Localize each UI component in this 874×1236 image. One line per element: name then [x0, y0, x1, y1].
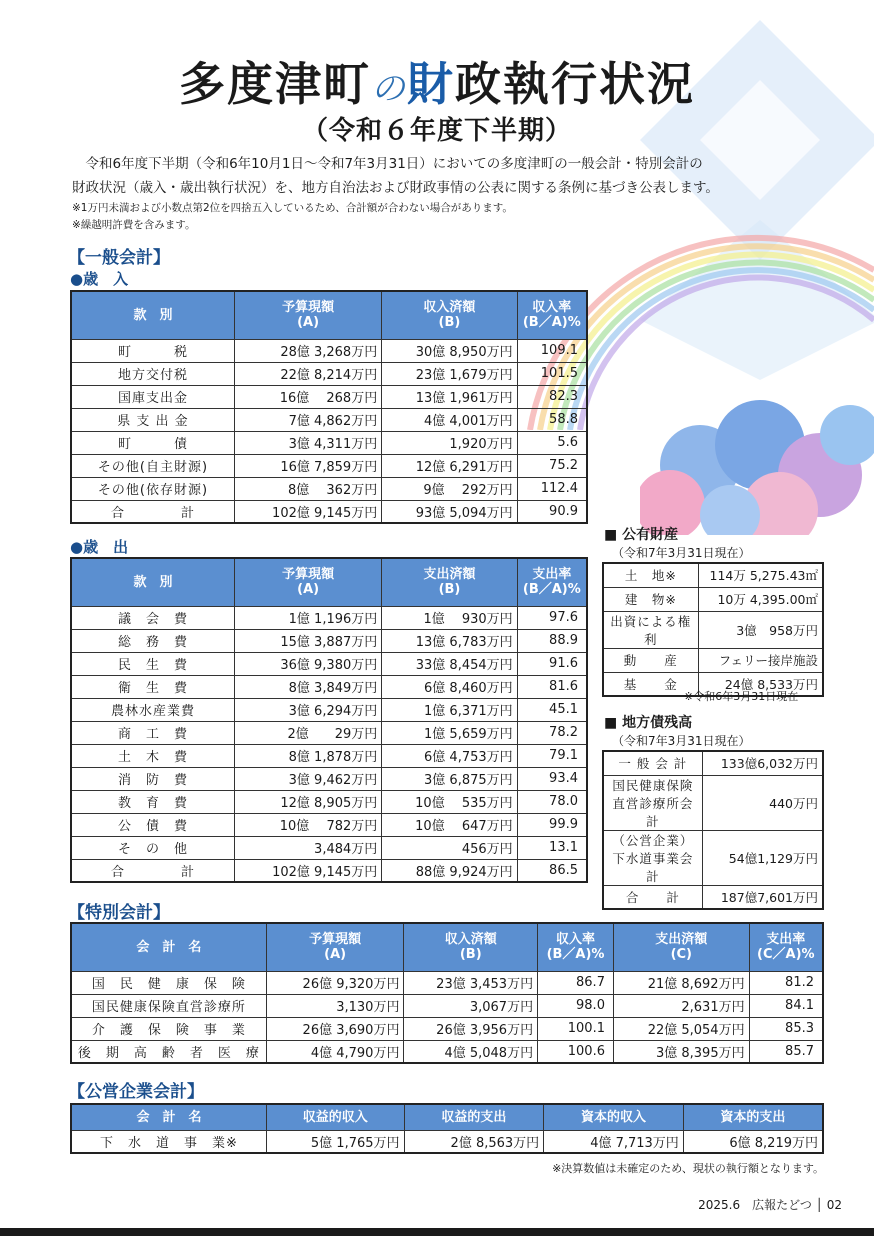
expenditure-row-cell: 農林水産業費 — [71, 698, 234, 721]
title-no: の — [371, 69, 407, 109]
revenue-row-cell: 109.1 — [517, 339, 587, 362]
special-account-header: 収入済額 (B) — [404, 923, 538, 971]
debt-row — [603, 775, 823, 830]
public-enterprise-header: 収益的支出 — [404, 1104, 544, 1130]
revenue-row — [71, 408, 587, 431]
expenditure-row — [71, 767, 587, 790]
expenditure-row-cell: 99.9 — [517, 813, 587, 836]
special-account-row — [71, 1017, 823, 1040]
public-enterprise-row-cell: 下 水 道 事 業※ — [71, 1130, 266, 1153]
expenditure-row-cell: 8億 1,878万円 — [234, 744, 381, 767]
intro-text — [72, 152, 792, 200]
expenditure-row-cell: 78.2 — [517, 721, 587, 744]
revenue-row-cell: 16億 268万円 — [234, 385, 381, 408]
revenue-row-cell: 7億 4,862万円 — [234, 408, 381, 431]
expenditure-row-cell: 10億 647万円 — [382, 813, 517, 836]
special-account-row-cell: 85.3 — [749, 1017, 823, 1040]
hydrangea-illustration — [640, 395, 874, 535]
expenditure-row-cell: 3億 9,462万円 — [234, 767, 381, 790]
revenue-row-cell: 93億 5,094万円 — [382, 500, 517, 523]
expenditure-row-cell: 土 木 費 — [71, 744, 234, 767]
special-account-row-cell: 98.0 — [538, 994, 614, 1017]
public-enterprise-header: 資本的支出 — [683, 1104, 823, 1130]
expenditure-row-cell: 1億 6,371万円 — [382, 698, 517, 721]
special-account-row-cell: 81.2 — [749, 971, 823, 994]
special-account-row — [71, 994, 823, 1017]
expenditure-row-cell: 1億 5,659万円 — [382, 721, 517, 744]
expenditure-row-cell: 6億 4,753万円 — [382, 744, 517, 767]
special-account-row-cell: 4億 5,048万円 — [404, 1040, 538, 1063]
expenditure-row-cell: そ の 他 — [71, 836, 234, 859]
expenditure-row-cell: 総 務 費 — [71, 629, 234, 652]
revenue-heading: ●歳 入 — [70, 270, 129, 288]
revenue-row-cell: 1,920万円 — [382, 431, 517, 454]
revenue-row — [71, 431, 587, 454]
debt-row-cell: 合 計 — [603, 885, 702, 909]
public-enterprise-table — [70, 1103, 824, 1154]
expenditure-row — [71, 859, 587, 882]
revenue-row-cell: 112.4 — [517, 477, 587, 500]
page-footer: 2025.6 広報たどつ │ 02 — [698, 1198, 842, 1212]
expenditure-header-rate: 支出率 (B／A)% — [517, 558, 587, 606]
property-row-cell: 出資による権利 — [603, 611, 698, 648]
expenditure-table — [70, 557, 588, 883]
expenditure-row-cell: 3億 6,294万円 — [234, 698, 381, 721]
expenditure-row-cell: 15億 3,887万円 — [234, 629, 381, 652]
expenditure-row-cell: 97.6 — [517, 606, 587, 629]
revenue-row-cell: 5.6 — [517, 431, 587, 454]
expenditure-row-cell: 公 債 費 — [71, 813, 234, 836]
expenditure-row-cell: 45.1 — [517, 698, 587, 721]
expenditure-row-cell: 民 生 費 — [71, 652, 234, 675]
expenditure-row-cell: 88億 9,924万円 — [382, 859, 517, 882]
special-account-header: 収入率 (B／A)% — [538, 923, 614, 971]
expenditure-row-cell: 13億 6,783万円 — [382, 629, 517, 652]
property-row — [603, 611, 823, 648]
expenditure-row-cell: 10億 782万円 — [234, 813, 381, 836]
special-account-header: 会 計 名 — [71, 923, 266, 971]
revenue-row — [71, 477, 587, 500]
public-enterprise-header: 収益的収入 — [266, 1104, 404, 1130]
public-enterprise-row-cell: 5億 1,765万円 — [266, 1130, 404, 1153]
special-account-row-cell: 3,130万円 — [266, 994, 404, 1017]
special-account-row-cell: 国民健康保険直営診療所 — [71, 994, 266, 1017]
special-account-row-cell: 100.1 — [538, 1017, 614, 1040]
revenue-row-cell: 町 債 — [71, 431, 234, 454]
special-account-row-cell: 86.7 — [538, 971, 614, 994]
expenditure-row — [71, 606, 587, 629]
title-part1: 多度津町 — [179, 57, 371, 111]
expenditure-row-cell: 79.1 — [517, 744, 587, 767]
revenue-row-cell: 16億 7,859万円 — [234, 454, 381, 477]
special-account-table — [70, 922, 824, 1064]
property-row-cell: 基 金 — [603, 672, 698, 696]
special-account-row-cell: 26億 3,956万円 — [404, 1017, 538, 1040]
expenditure-row-cell: 3億 6,875万円 — [382, 767, 517, 790]
revenue-row — [71, 339, 587, 362]
intro-note-1: ※1万円未満および小数点第2位を四捨五入しているため、合計額が合わない場合があります。 — [72, 202, 513, 214]
revenue-row-cell: 90.9 — [517, 500, 587, 523]
revenue-row-cell: 12億 6,291万円 — [382, 454, 517, 477]
expenditure-row-cell: 88.9 — [517, 629, 587, 652]
special-account-row-cell: 介 護 保 険 事 業 — [71, 1017, 266, 1040]
special-account-row-cell: 22億 5,054万円 — [613, 1017, 749, 1040]
special-account-row-cell: 26億 3,690万円 — [266, 1017, 404, 1040]
expenditure-row — [71, 836, 587, 859]
title-part2: 政執行状況 — [455, 57, 695, 111]
debt-table — [602, 750, 824, 910]
bottom-bar — [0, 1228, 874, 1236]
public-enterprise-row-cell: 6億 8,219万円 — [683, 1130, 823, 1153]
special-account-row-cell: 4億 4,790万円 — [266, 1040, 404, 1063]
expenditure-row — [71, 675, 587, 698]
expenditure-row-cell: 81.6 — [517, 675, 587, 698]
special-account-row-cell: 3億 8,395万円 — [613, 1040, 749, 1063]
revenue-header-rate: 収入率 (B／A)% — [517, 291, 587, 339]
page-title — [0, 48, 874, 114]
public-enterprise-header: 資本的収入 — [544, 1104, 684, 1130]
special-account-row-cell: 国 民 健 康 保 険 — [71, 971, 266, 994]
public-enterprise-heading: 【公営企業会計】 — [68, 1082, 204, 1102]
expenditure-row — [71, 629, 587, 652]
expenditure-row-cell: 1億 930万円 — [382, 606, 517, 629]
expenditure-row-cell: 86.5 — [517, 859, 587, 882]
expenditure-row-cell: 1億 1,196万円 — [234, 606, 381, 629]
revenue-row-cell: 22億 8,214万円 — [234, 362, 381, 385]
issue-label: 2025.6 広報たどつ — [698, 1198, 812, 1212]
expenditure-row — [71, 652, 587, 675]
debt-row-cell: 440万円 — [702, 775, 823, 830]
public-enterprise-row-cell: 2億 8,563万円 — [404, 1130, 544, 1153]
property-row — [603, 648, 823, 672]
property-row-cell: 24億 8,533万円 — [698, 672, 823, 696]
revenue-row-cell: 3億 4,311万円 — [234, 431, 381, 454]
public-enterprise-row — [71, 1130, 823, 1153]
expenditure-row-cell: 衛 生 費 — [71, 675, 234, 698]
revenue-row-cell: 8億 362万円 — [234, 477, 381, 500]
expenditure-row — [71, 744, 587, 767]
expenditure-row-cell: 議 会 費 — [71, 606, 234, 629]
expenditure-row — [71, 721, 587, 744]
expenditure-header-spent: 支出済額 (B) — [382, 558, 517, 606]
expenditure-row-cell: 消 防 費 — [71, 767, 234, 790]
intro-line-2: 財政状況（歳入・歳出執行状況）を、地方自治法および財政事情の公表に関する条例に基づき公表します。 — [72, 180, 719, 196]
property-row — [603, 563, 823, 587]
special-account-row-cell: 2,631万円 — [613, 994, 749, 1017]
property-row-cell: 動 産 — [603, 648, 698, 672]
debt-heading: ■ 地方債残高 — [604, 715, 693, 731]
property-row-cell: 土 地※ — [603, 563, 698, 587]
public-enterprise-note: ※決算数値は未確定のため、現状の執行額となります。 — [552, 1162, 824, 1175]
expenditure-row-cell: 8億 3,849万円 — [234, 675, 381, 698]
revenue-row-cell: 合 計 — [71, 500, 234, 523]
special-account-row-cell: 84.1 — [749, 994, 823, 1017]
special-account-heading: 【特別会計】 — [68, 903, 170, 923]
page-subtitle: （令和６年度下半期） — [301, 116, 572, 146]
revenue-row — [71, 385, 587, 408]
expenditure-row-cell: 78.0 — [517, 790, 587, 813]
revenue-row-cell: 75.2 — [517, 454, 587, 477]
property-heading: ■ 公有財産 — [604, 527, 679, 543]
debt-row — [603, 885, 823, 909]
revenue-row — [71, 362, 587, 385]
property-row-cell: 3億 958万円 — [698, 611, 823, 648]
property-row-cell: 建 物※ — [603, 587, 698, 611]
debt-row-cell: 187億7,601万円 — [702, 885, 823, 909]
special-account-row-cell: 3,067万円 — [404, 994, 538, 1017]
property-row-cell: 10万 4,395.00㎡ — [698, 587, 823, 611]
revenue-row — [71, 500, 587, 523]
revenue-row-cell: その他(自主財源) — [71, 454, 234, 477]
expenditure-row-cell: 102億 9,145万円 — [234, 859, 381, 882]
expenditure-row-cell: 3,484万円 — [234, 836, 381, 859]
expenditure-row-cell: 91.6 — [517, 652, 587, 675]
revenue-header-budget: 予算現額 (A) — [234, 291, 381, 339]
revenue-row-cell: 国庫支出金 — [71, 385, 234, 408]
revenue-row-cell: 58.8 — [517, 408, 587, 431]
debt-row-cell: 54億1,129万円 — [702, 830, 823, 885]
special-account-row-cell: 後 期 高 齢 者 医 療 — [71, 1040, 266, 1063]
expenditure-row-cell: 12億 8,905万円 — [234, 790, 381, 813]
property-row-cell: フェリー接岸施設 — [698, 648, 823, 672]
property-row — [603, 587, 823, 611]
revenue-row — [71, 454, 587, 477]
public-enterprise-row-cell: 4億 7,713万円 — [544, 1130, 684, 1153]
revenue-row-cell: 101.5 — [517, 362, 587, 385]
expenditure-header-category: 款 別 — [71, 558, 234, 606]
property-date: （令和7年3月31日現在） — [612, 546, 751, 560]
revenue-row-cell: 82.3 — [517, 385, 587, 408]
expenditure-row-cell: 商 工 費 — [71, 721, 234, 744]
debt-row — [603, 830, 823, 885]
debt-row-cell: （公営企業） 下水道事業会計 — [603, 830, 702, 885]
revenue-row-cell: その他(依存財源) — [71, 477, 234, 500]
revenue-row-cell: 102億 9,145万円 — [234, 500, 381, 523]
expenditure-row — [71, 813, 587, 836]
revenue-row-cell: 23億 1,679万円 — [382, 362, 517, 385]
revenue-row-cell: 30億 8,950万円 — [382, 339, 517, 362]
debt-date: （令和7年3月31日現在） — [612, 734, 751, 748]
revenue-row-cell: 地方交付税 — [71, 362, 234, 385]
special-account-row — [71, 1040, 823, 1063]
expenditure-row-cell: 6億 8,460万円 — [382, 675, 517, 698]
special-account-row-cell: 100.6 — [538, 1040, 614, 1063]
intro-line-1: 令和6年度下半期（令和6年10月1日～令和7年3月31日）においての多度津町の一般会計・特別会計の — [85, 156, 703, 172]
expenditure-row-cell: 13.1 — [517, 836, 587, 859]
expenditure-row-cell: 36億 9,380万円 — [234, 652, 381, 675]
expenditure-row — [71, 698, 587, 721]
page-number: 02 — [826, 1198, 842, 1212]
expenditure-row-cell: 合 計 — [71, 859, 234, 882]
debt-row-cell: 133億6,032万円 — [702, 751, 823, 775]
revenue-header-received: 収入済額 (B) — [382, 291, 517, 339]
revenue-row-cell: 9億 292万円 — [382, 477, 517, 500]
special-account-row-cell: 23億 3,453万円 — [404, 971, 538, 994]
special-account-row — [71, 971, 823, 994]
general-account-heading: 【一般会計】 — [68, 248, 170, 268]
debt-row-cell: 国民健康保険 直営診療所会計 — [603, 775, 702, 830]
special-account-row-cell: 26億 9,320万円 — [266, 971, 404, 994]
property-row-cell: 114万 5,275.43㎡ — [698, 563, 823, 587]
revenue-header-category: 款 別 — [71, 291, 234, 339]
special-account-header: 予算現額 (A) — [266, 923, 404, 971]
intro-note-2: ※繰越明許費を含みます。 — [72, 219, 196, 231]
debt-row-cell: 一 般 会 計 — [603, 751, 702, 775]
revenue-row-cell: 県 支 出 金 — [71, 408, 234, 431]
public-enterprise-header: 会 計 名 — [71, 1104, 266, 1130]
expenditure-row-cell: 456万円 — [382, 836, 517, 859]
expenditure-header-budget: 予算現額 (A) — [234, 558, 381, 606]
expenditure-row-cell: 33億 8,454万円 — [382, 652, 517, 675]
expenditure-row-cell: 教 育 費 — [71, 790, 234, 813]
special-account-header: 支出率 (C／A)% — [749, 923, 823, 971]
revenue-row-cell: 町 税 — [71, 339, 234, 362]
property-table — [602, 562, 824, 697]
expenditure-row-cell: 93.4 — [517, 767, 587, 790]
expenditure-row — [71, 790, 587, 813]
special-account-row-cell: 21億 8,692万円 — [613, 971, 749, 994]
revenue-table — [70, 290, 588, 524]
expenditure-row-cell: 10億 535万円 — [382, 790, 517, 813]
expenditure-heading: ●歳 出 — [70, 538, 129, 556]
special-account-header: 支出済額 (C) — [613, 923, 749, 971]
title-zai: 財 — [407, 57, 455, 111]
debt-row — [603, 751, 823, 775]
revenue-row-cell: 13億 1,961万円 — [382, 385, 517, 408]
property-note: ※令和6年3月31日現在 — [684, 690, 799, 703]
special-account-row-cell: 85.7 — [749, 1040, 823, 1063]
revenue-row-cell: 4億 4,001万円 — [382, 408, 517, 431]
expenditure-row-cell: 2億 29万円 — [234, 721, 381, 744]
revenue-row-cell: 28億 3,268万円 — [234, 339, 381, 362]
